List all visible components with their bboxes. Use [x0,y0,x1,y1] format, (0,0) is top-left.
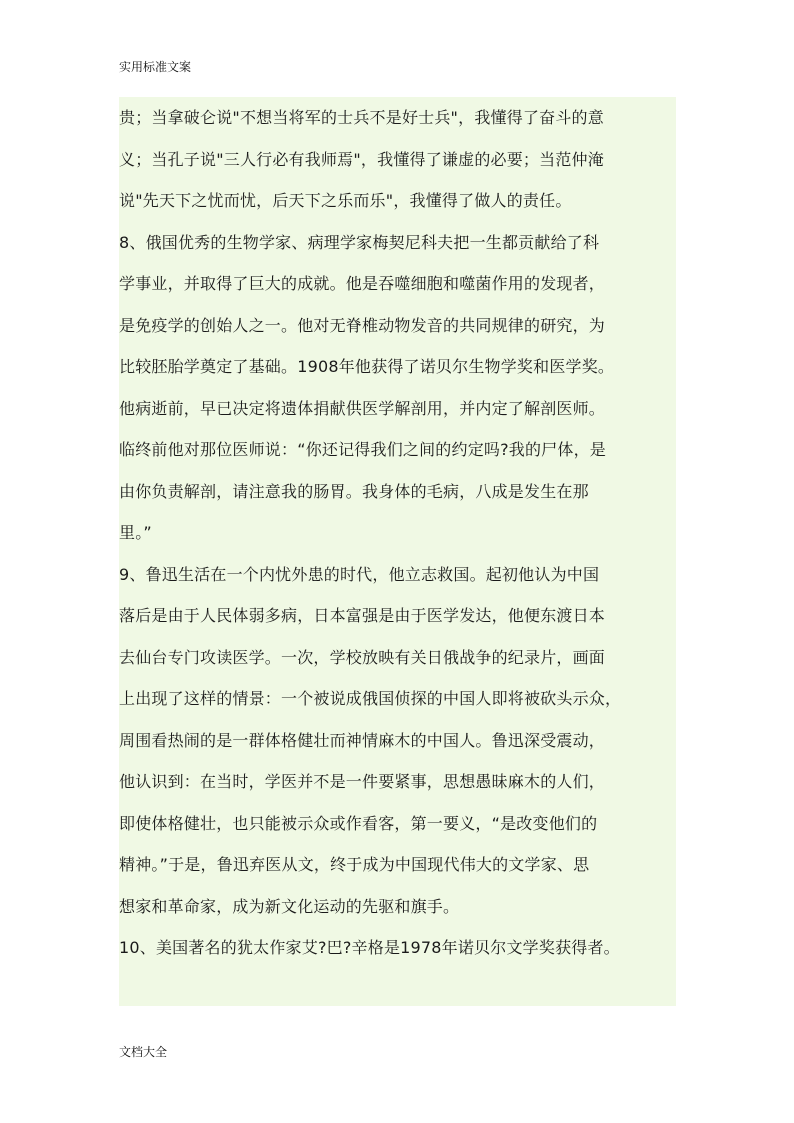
paragraph-8 [119,222,676,554]
text-line: 学事业，并取得了巨大的成就。他是吞噬细胞和噬菌作用的发现者， [119,274,606,293]
text-line: 里。” [119,523,152,542]
text-line: 说"先天下之忧而忧，后天下之乐而乐"，我懂得了做人的责任。 [119,191,572,210]
text-line: 10、美国著名的犹太作家艾?巴?辛格是1978年诺贝尔文学奖获得者。 [119,938,620,957]
text-line: 周围看热闹的是一群体格健壮而神情麻木的中国人。鲁迅深受震动， [119,730,606,750]
text-line: 上出现了这样的情景：一个被说成俄国侦探的中国人即将被砍头示众， [119,689,622,708]
paragraph-continuation [119,97,676,222]
text-line: 由你负责解剖，请注意我的肠胃。我身体的毛病，八成是发生在那 [119,481,589,501]
text-line: 义；当孔子说"三人行必有我师焉"，我懂得了谦虚的必要；当范仲淹 [119,149,604,169]
text-line: 他病逝前，早已决定将遗体捐献供医学解剖用，并内定了解剖医师。 [119,398,606,418]
text-line: 是免疫学的创始人之一。他对无脊椎动物发音的共同规律的研究，为 [119,315,606,335]
text-line: 9、鲁迅生活在一个内忧外患的时代，他立志救国。起初他认为中国 [119,564,600,584]
text-line: 去仙台专门攻读医学。一次，学校放映有关日俄战争的纪录片，画面 [119,647,606,667]
document-body [119,97,676,1006]
paragraph-9 [119,554,676,928]
text-line: 贵；当拿破仑说"不想当将军的士兵不是好士兵"，我懂得了奋斗的意 [119,108,604,127]
page-footer: 文档大全 [119,1045,168,1059]
text-line: 落后是由于人民体弱多病，日本富强是由于医学发达，他便东渡日本 [119,606,606,625]
paragraph-10 [119,927,676,969]
text-line: 想家和革命家，成为新文化运动的先驱和旗手。 [119,896,460,916]
text-line: 精神。”于是，鲁迅弃医从文，终于成为中国现代伟大的文学家、思 [119,855,590,874]
text-line: 8、俄国优秀的生物学家、病理学家梅契尼科夫把一生都贡献给了科 [119,232,600,252]
text-line: 他认识到：在当时，学医并不是一件要紧事，思想愚昧麻木的人们， [119,772,606,791]
text-line: 比较胚胎学奠定了基础。1908年他获得了诺贝尔生物学奖和医学奖。 [119,357,615,376]
text-line: 即使体格健壮，也只能被示众或作看客，第一要义，“是改变他们的 [119,813,598,833]
page-header: 实用标准文案 [119,60,192,74]
text-line: 临终前他对那位医师说：“你还记得我们之间的约定吗?我的尸体，是 [119,440,606,459]
